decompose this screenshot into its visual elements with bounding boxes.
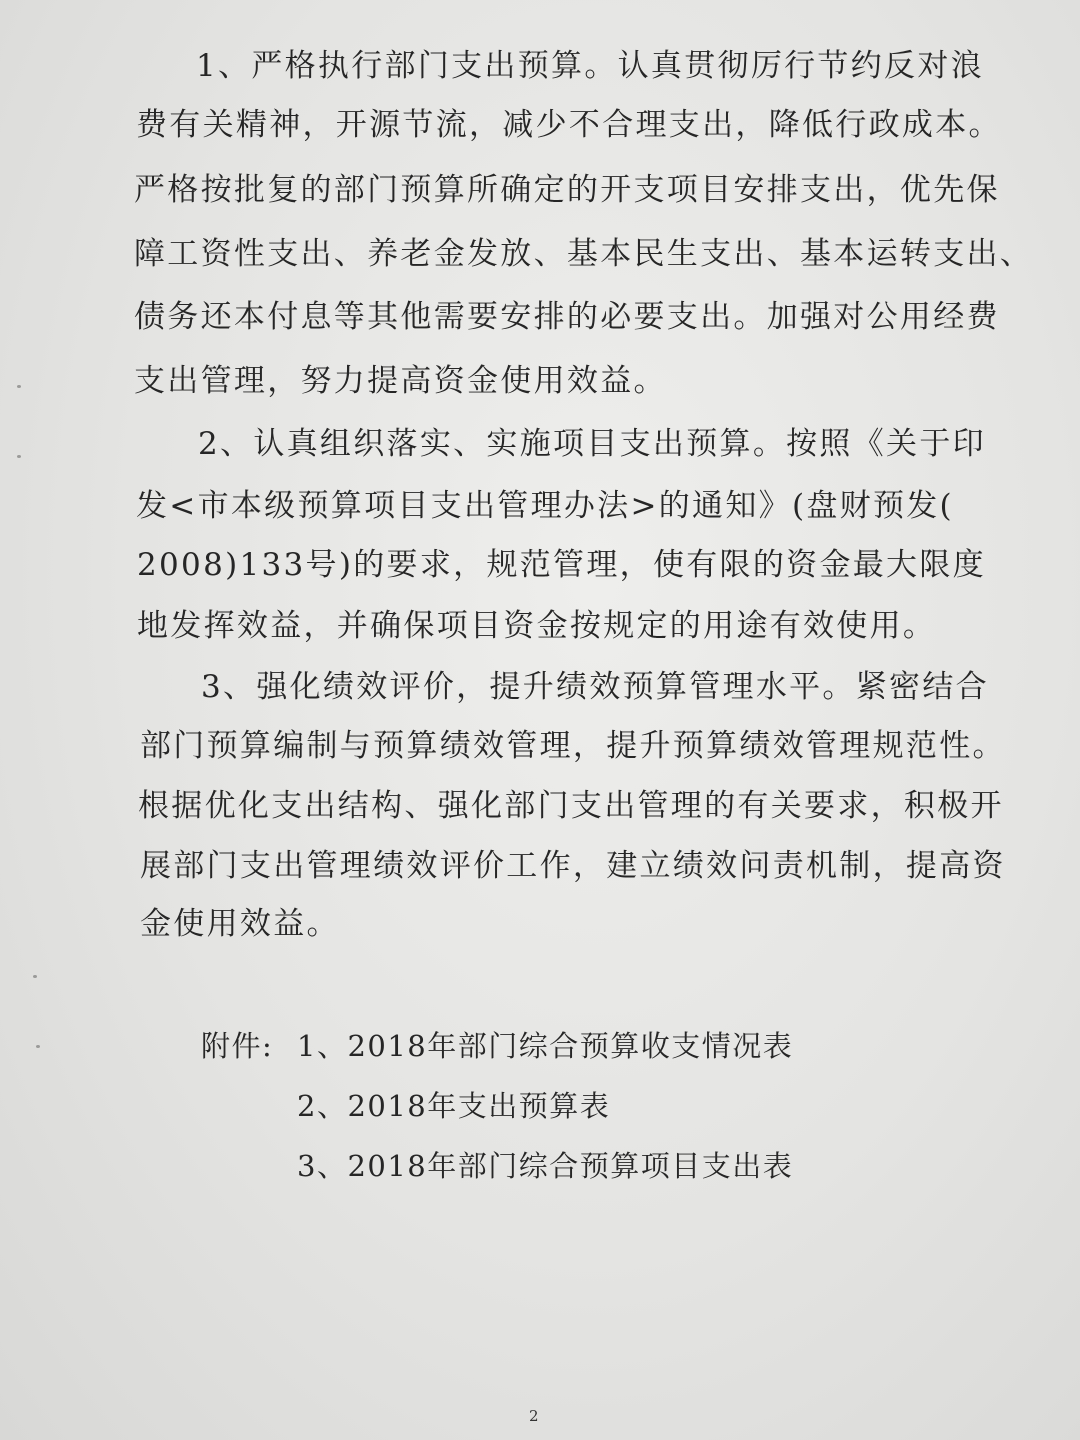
page-number: 2 bbox=[529, 1407, 539, 1425]
attachment-item-2: 2、2018年支出预算表 bbox=[297, 1089, 611, 1123]
attachment-item-3: 3、2018年部门综合预算项目支出表 bbox=[297, 1149, 794, 1183]
paragraph-3-line-1: 3、强化绩效评价，提升绩效预算管理水平。紧密结合 bbox=[201, 669, 989, 705]
paper-speck bbox=[17, 385, 21, 388]
paragraph-1-line-6: 支出管理，努力提高资金使用效益。 bbox=[134, 363, 667, 399]
paragraph-3-line-2: 部门预算编制与预算绩效管理，提升预算绩效管理规范性。 bbox=[140, 728, 1006, 764]
paragraph-3-line-3: 根据优化支出结构、强化部门支出管理的有关要求，积极开 bbox=[138, 788, 1004, 824]
paragraph-2-line-4: 地发挥效益，并确保项目资金按规定的用途有效使用。 bbox=[137, 608, 937, 644]
paragraph-2-line-1: 2、认真组织落实、实施项目支出预算。按照《关于印 bbox=[198, 426, 986, 462]
paper-speck bbox=[17, 455, 21, 458]
paragraph-1-line-2: 费有关精神，开源节流，减少不合理支出，降低行政成本。 bbox=[136, 107, 1002, 143]
paragraph-1-line-1: 1、严格执行部门支出预算。认真贯彻厉行节约反对浪 bbox=[196, 48, 984, 84]
paper-speck bbox=[33, 975, 37, 978]
paragraph-3-line-5: 金使用效益。 bbox=[140, 906, 340, 942]
attachments-label: 附件: bbox=[201, 1029, 274, 1063]
paragraph-1-line-4: 障工资性支出、养老金发放、基本民生支出、基本运转支出、 bbox=[134, 236, 1034, 272]
paper-speck bbox=[36, 1045, 40, 1048]
paragraph-2-line-2: 发<市本级预算项目支出管理办法>的通知》(盘财预发( bbox=[136, 488, 954, 524]
paragraph-2-line-3: 2008)133号)的要求，规范管理，使有限的资金最大限度 bbox=[137, 547, 986, 583]
paragraph-1-line-3: 严格按批复的部门预算所确定的开支项目安排支出，优先保 bbox=[134, 172, 1000, 208]
paragraph-1-line-5: 债务还本付息等其他需要安排的必要支出。加强对公用经费 bbox=[134, 299, 1000, 335]
attachment-item-1: 1、2018年部门综合预算收支情况表 bbox=[297, 1029, 794, 1063]
paragraph-3-line-4: 展部门支出管理绩效评价工作，建立绩效问责机制，提高资 bbox=[140, 848, 1006, 884]
